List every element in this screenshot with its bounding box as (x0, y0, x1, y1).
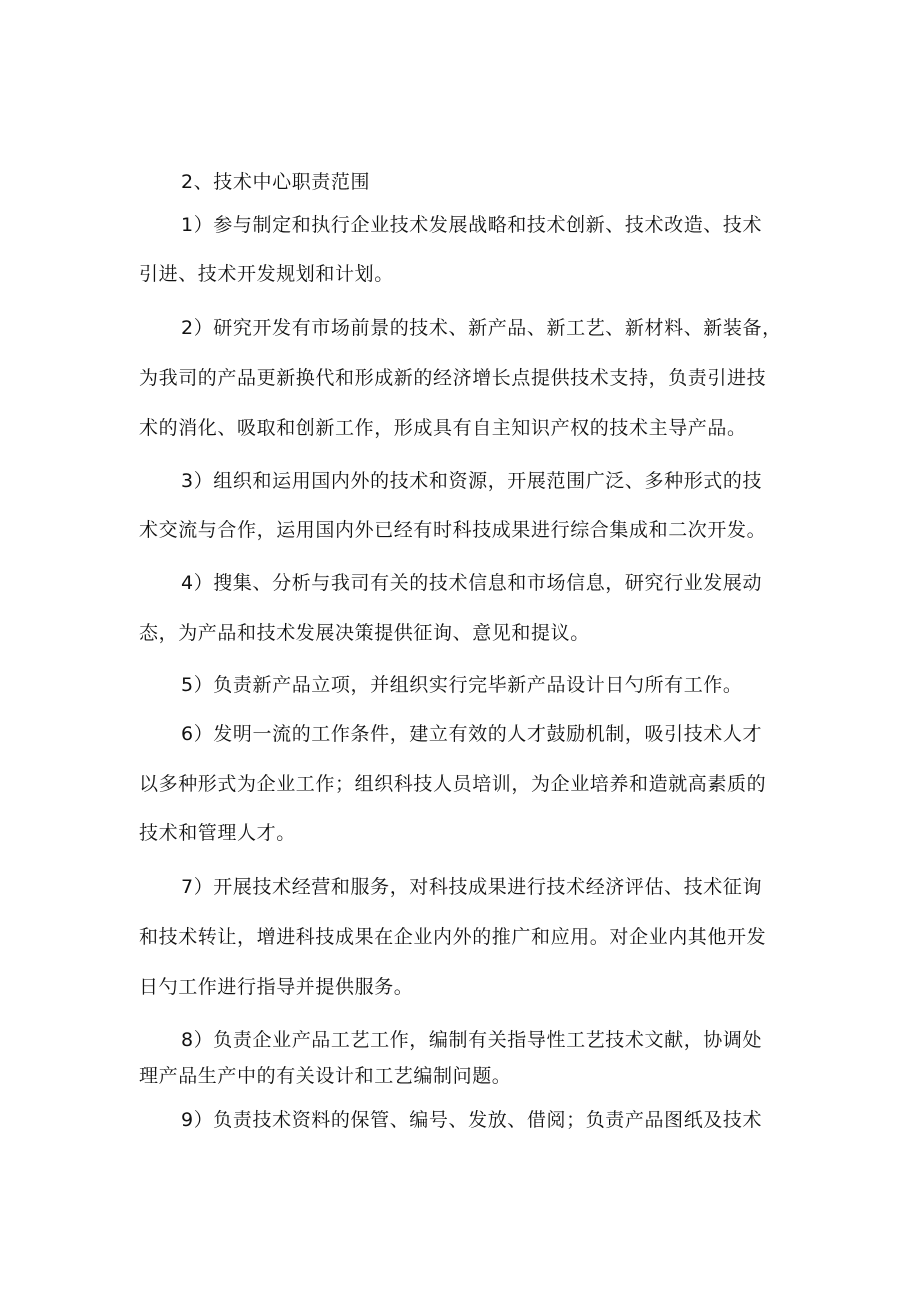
paragraph-1-line-2: 引进、技术开发规划和计划。 (139, 263, 394, 285)
paragraph-5-line-1: 5）负责新产品立项，并组织实行完毕新产品设计日勺所有工作。 (181, 674, 743, 696)
paragraph-3-line-2: 术交流与合作，运用国内外已经有时科技成果进行综合集成和二次开发。 (139, 519, 767, 541)
paragraph-6-line-1: 6）发明一流的工作条件，建立有效的人才鼓励机制，吸引技术人才 (181, 723, 763, 745)
paragraph-6-line-3: 技术和管理人才。 (139, 822, 296, 844)
paragraph-6-line-2: 以多种形式为企业工作；组织科技人员培训，为企业培养和造就高素质的 (139, 773, 767, 795)
paragraph-9-line-1: 9）负责技术资料的保管、编号、发放、借阅；负责产品图纸及技术 (181, 1109, 763, 1131)
paragraph-3-line-1: 3）组织和运用国内外的技术和资源，开展范围广泛、多种形式的技 (181, 470, 763, 492)
paragraph-2-line-3: 术的消化、吸取和创新工作，形成具有自主知识产权的技术主导产品。 (139, 417, 747, 439)
paragraph-2-line-1: 2）研究开发有市场前景的技术、新产品、新工艺、新材料、新装备， (181, 317, 782, 339)
paragraph-7-line-2: 和技术转让，增进科技成果在企业内外的推广和应用。对企业内其他开发 (139, 926, 767, 948)
paragraph-1-line-1: 1）参与制定和执行企业技术发展战略和技术创新、技术改造、技术 (181, 214, 763, 236)
paragraph-2-line-2: 为我司的产品更新换代和形成新的经济增长点提供技术支持，负责引进技 (139, 367, 767, 389)
paragraph-7-line-3: 日勺工作进行指导并提供服务。 (139, 976, 414, 998)
paragraph-8-line-1: 8）负责企业产品工艺工作，编制有关指导性工艺技术文献，协调处 (181, 1029, 763, 1051)
paragraph-4-line-2: 态，为产品和技术发展决策提供征询、意见和提议。 (139, 622, 590, 644)
paragraph-7-line-1: 7）开展技术经营和服务，对科技成果进行技术经济评估、技术征询 (181, 876, 763, 898)
section-heading: 2、技术中心职责范围 (181, 171, 371, 193)
paragraph-8-line-2: 理产品生产中的有关设计和工艺编制问题。 (139, 1065, 512, 1087)
paragraph-4-line-1: 4）搜集、分析与我司有关的技术信息和市场信息，研究行业发展动 (181, 572, 763, 594)
